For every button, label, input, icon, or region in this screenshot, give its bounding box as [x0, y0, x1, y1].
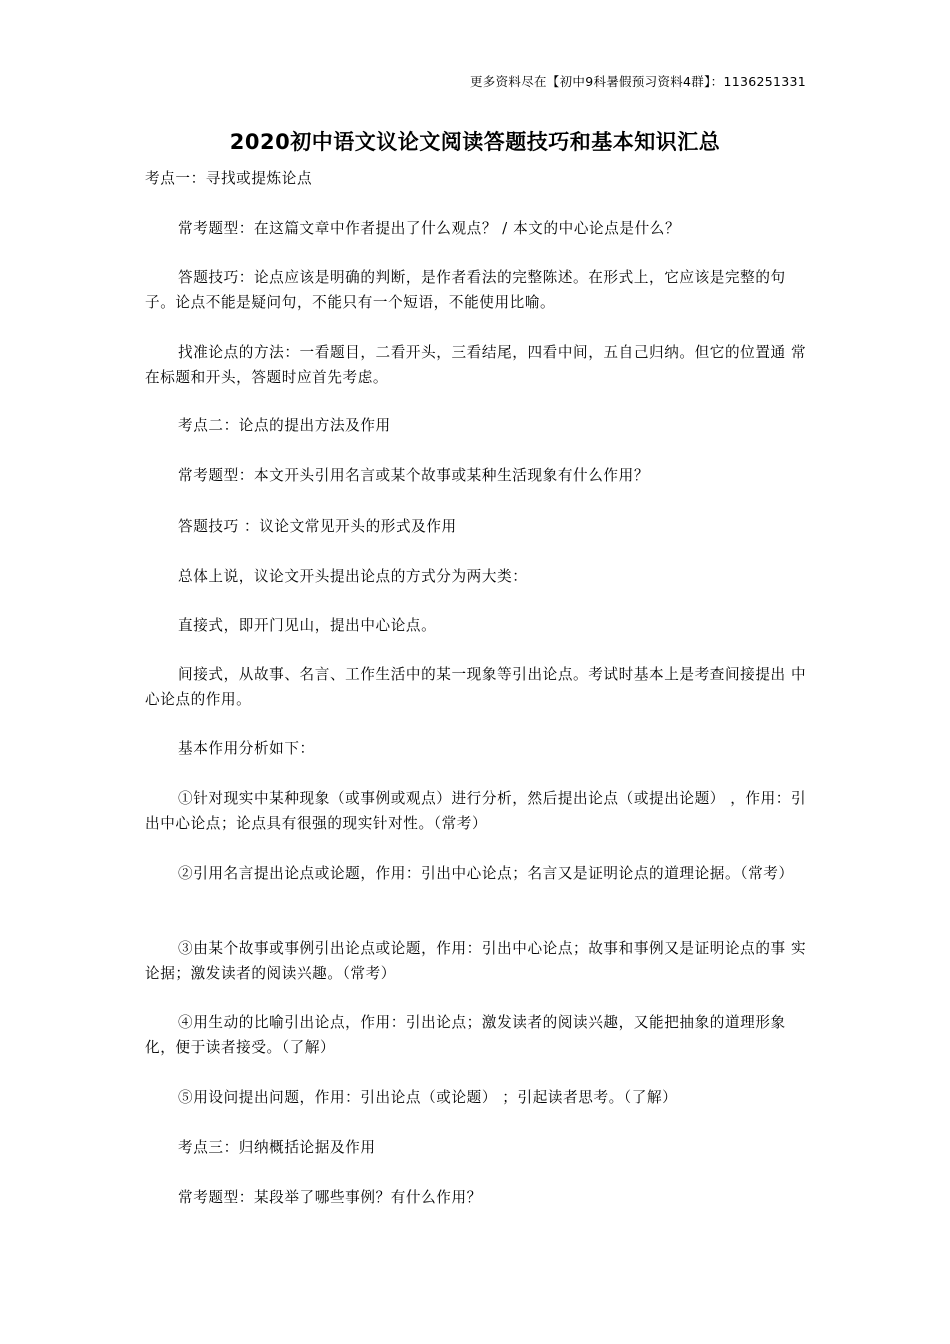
paragraph: 常考题型：在这篇文章中作者提出了什么观点？ / 本文的中心论点是什么？ [178, 220, 681, 237]
paragraph-list-item: ④用生动的比喻引出论点，作用：引出论点；激发读者的阅读兴趣，又能把抽象的道理形象 化，便于读者接受。（了解） [145, 1014, 786, 1056]
paragraph: 常考题型：某段举了哪些事例？有什么作用？ [178, 1189, 482, 1206]
paragraph-list-item: ③由某个故事或事例引出论点或论题，作用：引出中心论点；故事和事例又是证明论点的事 实论据；激发读者的阅读兴趣。（常考） [145, 940, 807, 982]
paragraph-kaodian-2: 考点二：论点的提出方法及作用 [178, 417, 391, 434]
paragraph-kaodian-1: 考点一：寻找或提炼论点 [145, 170, 313, 187]
paragraph: 基本作用分析如下： [178, 740, 315, 757]
paragraph: 常考题型：本文开头引用名言或某个故事或某种生活现象有什么作用？ [178, 467, 650, 484]
paragraph-kaodian-3: 考点三：归纳概括论据及作用 [178, 1139, 376, 1156]
paragraph: 找准论点的方法：一看题目，二看开头，三看结尾，四看中间，五自己归纳。但它的位置通 常在标题和开头，答题时应首先考虑。 [145, 344, 807, 386]
header-note: 更多资料尽在【初中9科暑假预习资料4群】：1136251331 [470, 74, 806, 89]
paragraph: 间接式，从故事、名言、工作生活中的某一现象等引出论点。考试时基本上是考查间接提出 中心论点的作用。 [145, 666, 807, 708]
paragraph-list-item: ⑤用设问提出问题，作用：引出论点（或论题） ；引起读者思考。（了解） [178, 1089, 678, 1106]
paragraph: 答题技巧 ：议论文常见开头的形式及作用 [178, 518, 457, 535]
paragraph: 总体上说，议论文开头提出论点的方式分为两大类： [178, 568, 528, 585]
paragraph-list-item: ②引用名言提出论点或论题，作用：引出中心论点；名言又是证明论点的道理论据。（常考） [178, 865, 794, 882]
document-title: 2020初中语文议论文阅读答题技巧和基本知识汇总 [229, 130, 721, 154]
paragraph: 直接式，即开门见山，提出中心论点。 [178, 617, 437, 634]
paragraph: 答题技巧：论点应该是明确的判断，是作者看法的完整陈述。在形式上，它应该是完整的句子。论点不能是疑问句，不能只有一个短语，不能使用比喻。 [145, 269, 786, 311]
paragraph-list-item: ①针对现实中某种现象（或事例或观点）进行分析，然后提出论点（或提出论题） ，作用：引出中心论点；论点具有很强的现实针对性。（常考） [145, 790, 807, 832]
